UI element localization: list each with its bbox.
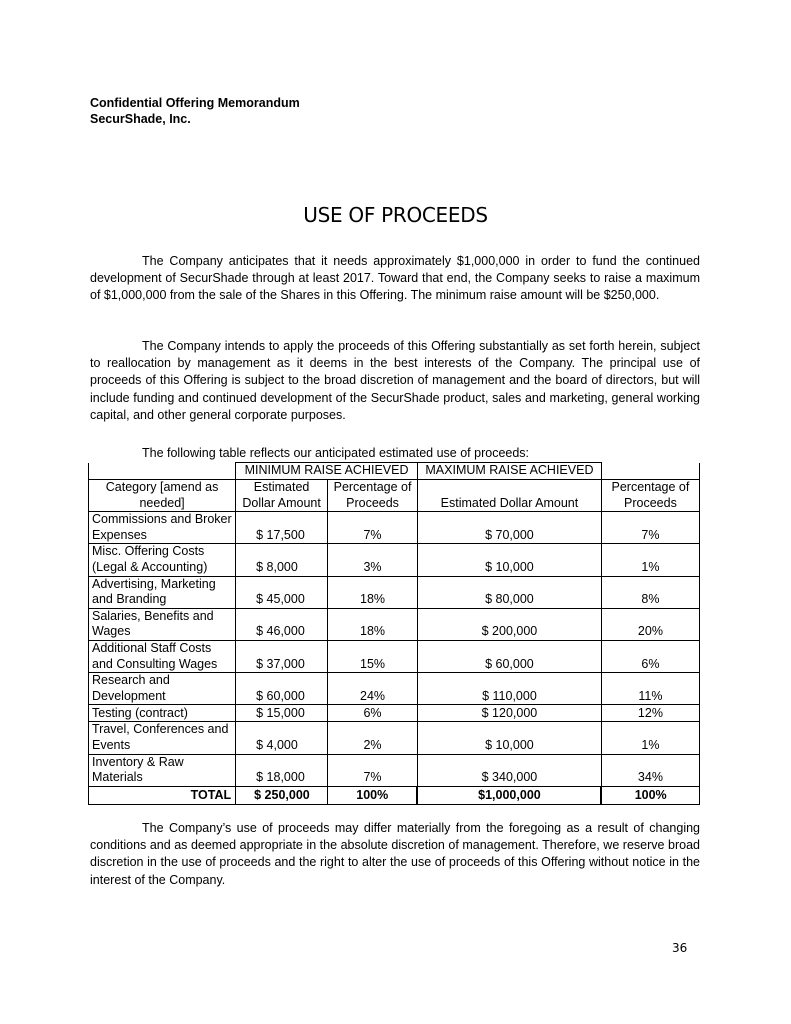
row-max-percentage: 34% <box>601 754 699 786</box>
row-category: Travel, Conferences and Events <box>89 722 236 754</box>
group-header-blank <box>601 463 699 480</box>
row-min-amount: $ 37,000 <box>236 640 328 672</box>
column-header-min-percentage: Percentage of Proceeds <box>328 480 418 512</box>
table-row <box>89 544 700 576</box>
row-category: Advertising, Marketing and Branding <box>89 576 236 608</box>
row-max-percentage: 1% <box>601 544 699 576</box>
column-header-max-percentage: Percentage of Proceeds <box>601 480 699 512</box>
row-max-amount: $ 200,000 <box>417 608 601 640</box>
row-min-percentage: 7% <box>328 754 418 786</box>
row-max-amount: $ 340,000 <box>417 754 601 786</box>
row-max-amount: $ 120,000 <box>417 705 601 722</box>
paragraph-intended-use: The Company intends to apply the proceeds of this Offering substantially as set forth herein, subject to reallocation by management as it deems in the best interests of the Company. The principal use of proceeds of this Offering is subject to the broad discretion of management and the board of directors, but will include funding and continued development of the SecurShade product, sales and marketing, general working capital, and other general corporate purposes. <box>90 339 700 422</box>
total-label: TOTAL <box>89 786 236 804</box>
total-row <box>89 786 700 804</box>
row-max-amount: $ 80,000 <box>417 576 601 608</box>
row-min-percentage: 18% <box>328 608 418 640</box>
group-header-row <box>89 463 700 480</box>
row-min-amount: $ 17,500 <box>236 512 328 544</box>
row-max-percentage: 6% <box>601 640 699 672</box>
row-min-percentage: 15% <box>328 640 418 672</box>
column-header-category: Category [amend as needed] <box>89 480 236 512</box>
row-category: Additional Staff Costs and Consulting Wages <box>89 640 236 672</box>
total-min-percentage: 100% <box>328 786 418 804</box>
row-category: Inventory & Raw Materials <box>89 754 236 786</box>
document-header <box>90 95 300 127</box>
table-row <box>89 705 700 722</box>
row-min-percentage: 3% <box>328 544 418 576</box>
table-row <box>89 754 700 786</box>
row-max-amount: $ 110,000 <box>417 673 601 705</box>
paragraph-funding-needs: The Company anticipates that it needs approximately $1,000,000 in order to fund the continued development of SecurShade through at least 2017. Toward that end, the Company seeks to raise a maximum of $1,000,000 from the sale of the Shares in this Offering. The minimum raise amount will be $250,000. <box>90 254 700 303</box>
row-category: Research and Development <box>89 673 236 705</box>
row-category: Testing (contract) <box>89 705 236 722</box>
table-row <box>89 608 700 640</box>
row-min-percentage: 24% <box>328 673 418 705</box>
row-max-amount: $ 60,000 <box>417 640 601 672</box>
table-row <box>89 576 700 608</box>
row-max-amount: $ 10,000 <box>417 544 601 576</box>
row-min-amount: $ 45,000 <box>236 576 328 608</box>
row-max-percentage: 1% <box>601 722 699 754</box>
total-max-amount: $1,000,000 <box>417 786 601 804</box>
row-min-amount: $ 60,000 <box>236 673 328 705</box>
row-min-amount: $ 4,000 <box>236 722 328 754</box>
row-max-percentage: 11% <box>601 673 699 705</box>
row-category: Misc. Offering Costs (Legal & Accounting) <box>89 544 236 576</box>
column-header-min-amount: Estimated Dollar Amount <box>236 480 328 512</box>
table-caption: The following table reflects our anticipated estimated use of proceeds: <box>142 446 530 460</box>
row-min-amount: $ 15,000 <box>236 705 328 722</box>
row-category: Commissions and Broker Expenses <box>89 512 236 544</box>
row-min-percentage: 18% <box>328 576 418 608</box>
table-row <box>89 673 700 705</box>
row-min-percentage: 6% <box>328 705 418 722</box>
row-max-percentage: 7% <box>601 512 699 544</box>
row-max-amount: $ 10,000 <box>417 722 601 754</box>
row-min-amount: $ 46,000 <box>236 608 328 640</box>
table-row <box>89 722 700 754</box>
row-min-percentage: 2% <box>328 722 418 754</box>
row-max-percentage: 20% <box>601 608 699 640</box>
column-header-row <box>89 480 700 512</box>
row-min-amount: $ 18,000 <box>236 754 328 786</box>
row-max-amount: $ 70,000 <box>417 512 601 544</box>
column-header-max-amount: Estimated Dollar Amount <box>417 480 601 512</box>
page-number: 36 <box>672 941 688 955</box>
row-min-amount: $ 8,000 <box>236 544 328 576</box>
row-category: Salaries, Benefits and Wages <box>89 608 236 640</box>
table-row <box>89 512 700 544</box>
group-header-maximum: MAXIMUM RAISE ACHIEVED <box>417 463 601 480</box>
row-max-percentage: 8% <box>601 576 699 608</box>
use-of-proceeds-table <box>88 462 700 805</box>
header-company-name: SecurShade, Inc. <box>90 112 191 126</box>
page-title: USE OF PROCEEDS <box>303 203 488 227</box>
table-row <box>89 640 700 672</box>
row-max-percentage: 12% <box>601 705 699 722</box>
header-memorandum-title: Confidential Offering Memorandum <box>90 96 300 110</box>
group-header-blank <box>89 463 236 480</box>
group-header-minimum: MINIMUM RAISE ACHIEVED <box>236 463 418 480</box>
paragraph-discretion: The Company’s use of proceeds may differ materially from the foregoing as a result of changing conditions and as deemed appropriate in the absolute discretion of management. Therefore, we reserve broad discretion in the use of proceeds and the right to alter the use of proceeds of this Offering without notice in the interest of the Company. <box>90 821 700 887</box>
row-min-percentage: 7% <box>328 512 418 544</box>
total-min-amount: $ 250,000 <box>236 786 328 804</box>
total-max-percentage: 100% <box>601 786 699 804</box>
